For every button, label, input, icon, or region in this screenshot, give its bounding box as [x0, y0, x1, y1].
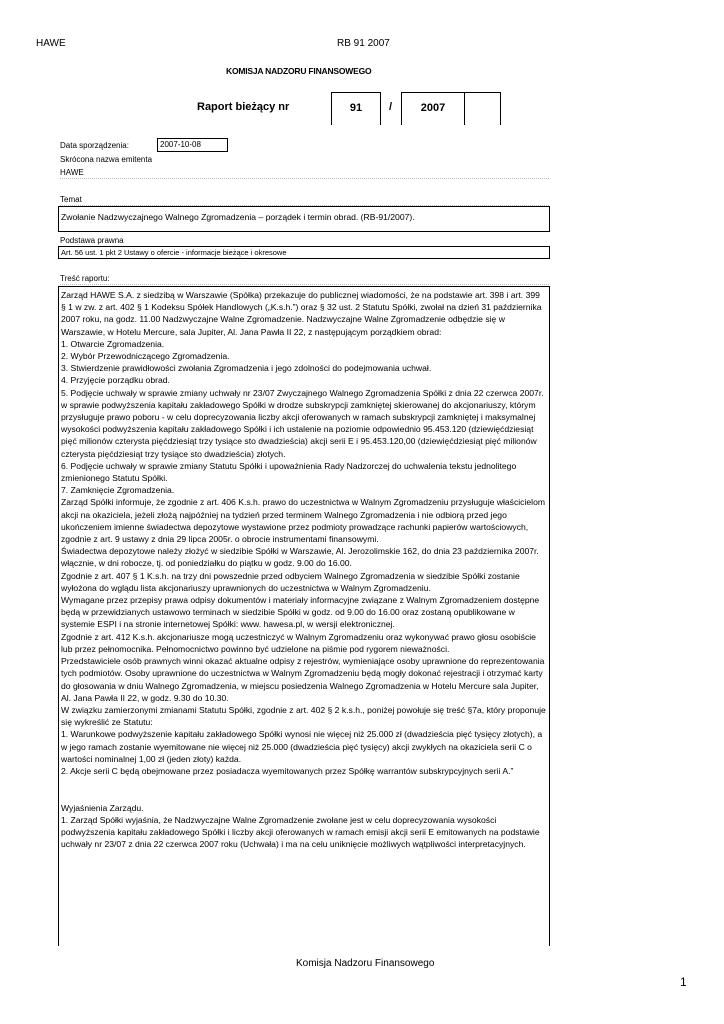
- date-value: 2007-10-08: [157, 138, 228, 152]
- report-paragraph: Zarząd Spółki informuje, że zgodnie z art. 406 K.s.h. prawo do uczestnictwa w Walnym Zgromadzeniu przysługuje właścicielom akcji na okaziciela, jeżeli złożą najpóźniej na tydzień przed terminem Walnego Zgromadzenia i nie odbiorą przed jego ukończeniem imienne świadectwa depozytowe wystawione przez podmioty prowadzące rachunki papierów wartościowych, zgodnie z art. 9 ustawy z dnia 29 lipca 2005r. o obrocie instrumentami finansowymi.: [61, 497, 546, 545]
- report-slash: /: [389, 101, 393, 113]
- report-empty-cell: [464, 92, 501, 125]
- header-right: RB 91 2007: [337, 38, 390, 49]
- header-left: HAWE: [36, 38, 66, 49]
- report-number: 91: [331, 92, 381, 125]
- topic-value: Zwołanie Nadzwyczajnego Walnego Zgromadzenia – porządek i termin obrad. (RB-91/2007).: [58, 206, 550, 232]
- report-paragraph: 1. Zarząd Spółki wyjaśnia, że Nadzwyczajne Walne Zgromadzenie zwołane jest w celu doprecyzowania wysokości podwyższenia kapitału zakładowego Spółki i liczby akcji oferowanych w ramach emisji akcji serii E emitowanych na podstawie uchwały nr 23/07 z dnia 22 czerwca 2007 roku (Uchwała) i ma na celu uniknięcie możliwych wątpliwości interpretacyjnych.: [61, 814, 540, 850]
- content-label: Treść raportu:: [60, 274, 110, 283]
- date-label: Data sporządzenia:: [60, 141, 129, 150]
- legal-basis-label: Podstawa prawna: [60, 236, 124, 245]
- report-paragraph: 7. Zamknięcie Zgromadzenia.: [61, 485, 175, 496]
- topic-label: Temat: [60, 195, 82, 204]
- report-paragraph: 6. Podjęcie uchwały w sprawie zmiany Statutu Spółki i upoważnienia Rady Nadzorczej do uchwalenia tekstu jednolitego zmienionego Statutu Spółki.: [61, 460, 517, 484]
- issuer-label: Skrócona nazwa emitenta: [60, 155, 153, 164]
- report-body: [58, 286, 550, 946]
- report-paragraph: 3. Stwierdzenie prawidłowości zwołania Zgromadzenia i jego zdolności do podejmowania uchwał.: [61, 363, 432, 374]
- report-paragraph: Zgodnie z art. 412 K.s.h. akcjonariusze mogą uczestniczyć w Walnym Zgromadzeniu oraz wykonywać prawo głosu osobiście lub przez pełnomocnika. Pełnomocnictwo powinno być udzielone na piśmie pod rygorem nieważności.: [61, 631, 536, 654]
- report-year: 2007: [401, 92, 465, 125]
- report-paragraph: W związku zamierzonymi zmianami Statutu Spółki, zgodnie z art. 402 § 2 k.s.h., poniżej powołuje się treść §7a, który proponuje się wykreślić ze Statutu:: [61, 704, 546, 728]
- report-paragraph: 2. Akcje serii C będą obejmowane przez posiadacza wyemitowanych przez Spółkę warrantów subskrypcyjnych serii A.”: [61, 765, 514, 776]
- content-divider: [60, 284, 549, 285]
- report-paragraph: 1. Warunkowe podwyższenie kapitału zakładowego Spółki wynosi nie więcej niż 25.000 zł (dwadzieścia pięć tysięcy złotych), a w jego ramach zostanie wyemitowane nie więcej niż 25.000 (dwadzieścia pięć tysięcy) akcji zwykłych na okaziciela serii C o wartości nominalnej 1,00 zł (jeden złoty) każda.: [61, 729, 543, 764]
- footer-center: Komisja Nadzoru Finansowego: [296, 958, 435, 969]
- report-paragraph: Świadectwa depozytowe należy złożyć w siedzibie Spółki w Warszawie, Al. Jerozolimskie 162, do dnia 23 października 2007r. włącznie, w dni robocze, tj. od poniedziałku do piątku w godz. 9.00 do 16.00.: [61, 546, 539, 569]
- issuer-divider: [60, 178, 549, 179]
- report-paragraph: 2. Wybór Przewodniczącego Zgromadzenia.: [61, 351, 230, 362]
- report-paragraph: 1. Otwarcie Zgromadzenia.: [61, 338, 165, 349]
- report-paragraph: 5. Podjęcie uchwały w sprawie zmiany uchwały nr 23/07 Zwyczajnego Walnego Zgromadzenia Spółki z dnia 22 czerwca 2007r. w sprawie podwyższenia kapitału zakładowego Spółki w drodze subskrypcji zamkniętej skierowanej do akcjonariuszy, którym przysługuje prawo poboru - w celu doprecyzowania liczby akcji oferowanych w ramach subskrypcji zamkniętej i maksymalnej wysokości podwyższenia kapitału zakładowego Spółki i ich ustalenie na poziomie odpowiednio 95.453.120 (dziewięćdziesiąt pięć milionów czterysta pięćdziesiąt trzy tysiące sto dwadzieścia) akcji serii E i 95.453.120,00 (dziewięćdziesiąt pięć milionów czterysta pięćdziesiąt trzy tysiące sto dwadzieścia) złotych.: [61, 387, 544, 459]
- report-paragraph: Wymagane przez przepisy prawa odpisy dokumentów i materiały informacyjne związane z Walnym Zgromadzeniem dostępne będą w przewidzianych ustawowo terminach w siedzibie Spółki w godz. od 9.00 do 16.00 oraz zostaną opublikowane w systemie ESPI i na stronie internetowej Spółki: www. hawesa.pl, w wersji elektronicznej.: [61, 595, 540, 630]
- report-paragraph: Wyjaśnienia Zarządu.: [61, 802, 144, 813]
- report-paragraph: 4. Przyjęcie porządku obrad.: [61, 375, 170, 386]
- legal-basis-value: Art. 56 ust. 1 pkt 2 Ustawy o ofercie - informacje bieżące i okresowe: [58, 246, 550, 259]
- report-paragraph: Przedstawiciele osób prawnych winni okazać aktualne odpisy z rejestrów, wymieniające osoby uprawnione do reprezentowania tych podmiotów. Osoby uprawnione do uczestnictwa w Walnym Zgromadzeniu będą mogły dokonać rejestracji i otrzymać karty do głosowania w dniu Walnego Zgromadzenia, w miejscu posiedzenia Walnego Zgromadzenia w Hotelu Mercure sala Jupiter, Al. Jana Pawła II 22, w godz. 9.30 do 10.30.: [61, 656, 545, 703]
- authority-title: KOMISJA NADZORU FINANSOWEGO: [226, 66, 372, 76]
- issuer-value: HAWE: [60, 168, 84, 177]
- page-number: 1: [680, 975, 687, 989]
- report-paragraph: Zgodnie z art. 407 § 1 K.s.h. na trzy dni powszednie przed odbyciem Walnego Zgromadzenia w siedzibie Spółki zostanie wyłożona do wglądu lista akcjonariuszy uprawnionych do uczestnictwa w Walnym Zgromadzeniu.: [61, 570, 520, 593]
- report-label: Raport bieżący nr: [197, 101, 290, 113]
- report-paragraph: Zarząd HAWE S.A. z siedzibą w Warszawie (Spółka) przekazuje do publicznej wiadomości, że na podstawie art. 398 i art. 399 § 1 w zw. z art. 402 § 1 Kodeksu Spółek Handlowych („K.s.h.”) oraz § 32 ust. 2 Statutu Spółki, zwołał na dzień 31 października 2007 roku, na godz. 11.00 Nadzwyczajne Walne Zgromadzenie. Nadzwyczajne Walne Zgromadzenie odbędzie się w Warszawie, w Hotelu Mercure, sala Jupiter, Al. Jana Pawła II 22, z następującym porządkiem obrad:: [61, 290, 542, 337]
